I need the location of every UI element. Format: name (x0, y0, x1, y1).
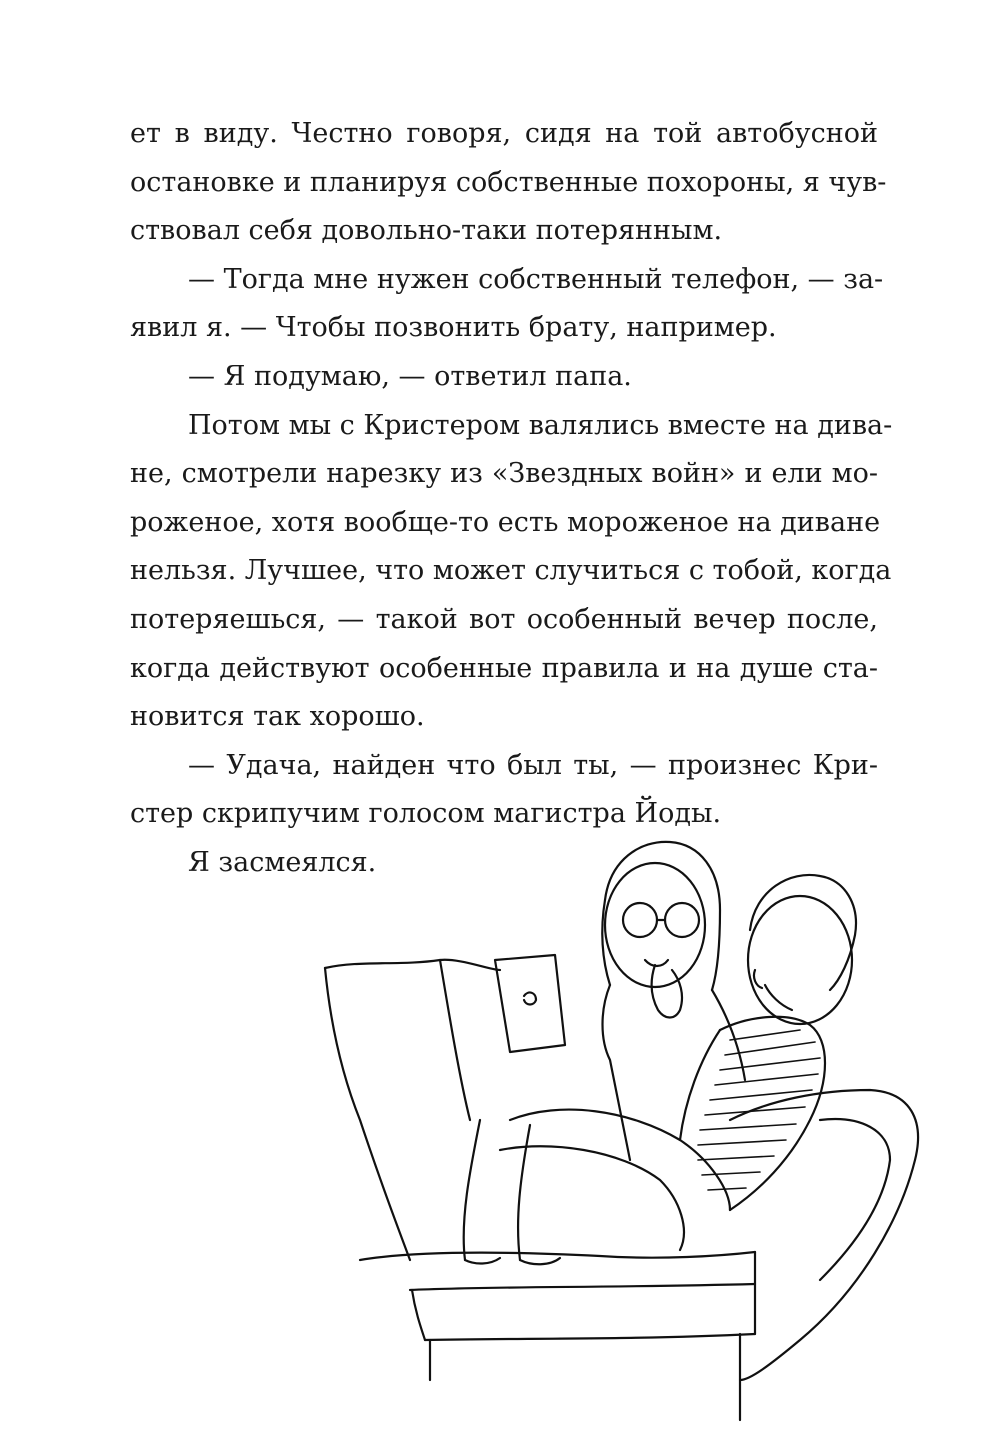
text-line: нельзя. Лучшее, что может случиться с тобой, когда (130, 555, 892, 587)
text-line: роженое, хотя вообще-то есть мороженое на диване (130, 506, 881, 538)
text-line: когда действуют особенные правила и на душе ста- (130, 652, 878, 684)
text-line: ет в виду. Честно говоря, сидя на той автобусной (130, 118, 878, 149)
sofa-two-children-drawing-icon (300, 820, 940, 1438)
text-line: — Я подумаю, — ответил папа. (188, 360, 632, 392)
text-line: потеряешься, — такой вот особенный вечер после, (130, 603, 878, 635)
text-line: новится так хорошо. (130, 701, 425, 733)
text-line: стер скрипучим голосом магистра Йоды. (130, 798, 722, 830)
text-line: ствовал себя довольно-таки потерянным. (130, 215, 723, 247)
text-line: остановке и планируя собственные похороны, я чув- (130, 166, 887, 198)
text-line: явил я. — Чтобы позвонить брату, например. (130, 312, 777, 344)
text-line: не, смотрели нарезку из «Звездных войн» и ели мо- (130, 458, 878, 490)
text-line: — Тогда мне нужен собственный телефон, — за- (188, 263, 884, 295)
sofa-illustration (300, 820, 940, 1438)
text-line: Потом мы с Кристером валялись вместе на дива- (188, 409, 893, 441)
text-line: Я засмеялся. (188, 846, 377, 878)
text-line: — Удача, найден что был ты, — произнес Кри- (188, 749, 878, 781)
body-text (130, 110, 893, 888)
